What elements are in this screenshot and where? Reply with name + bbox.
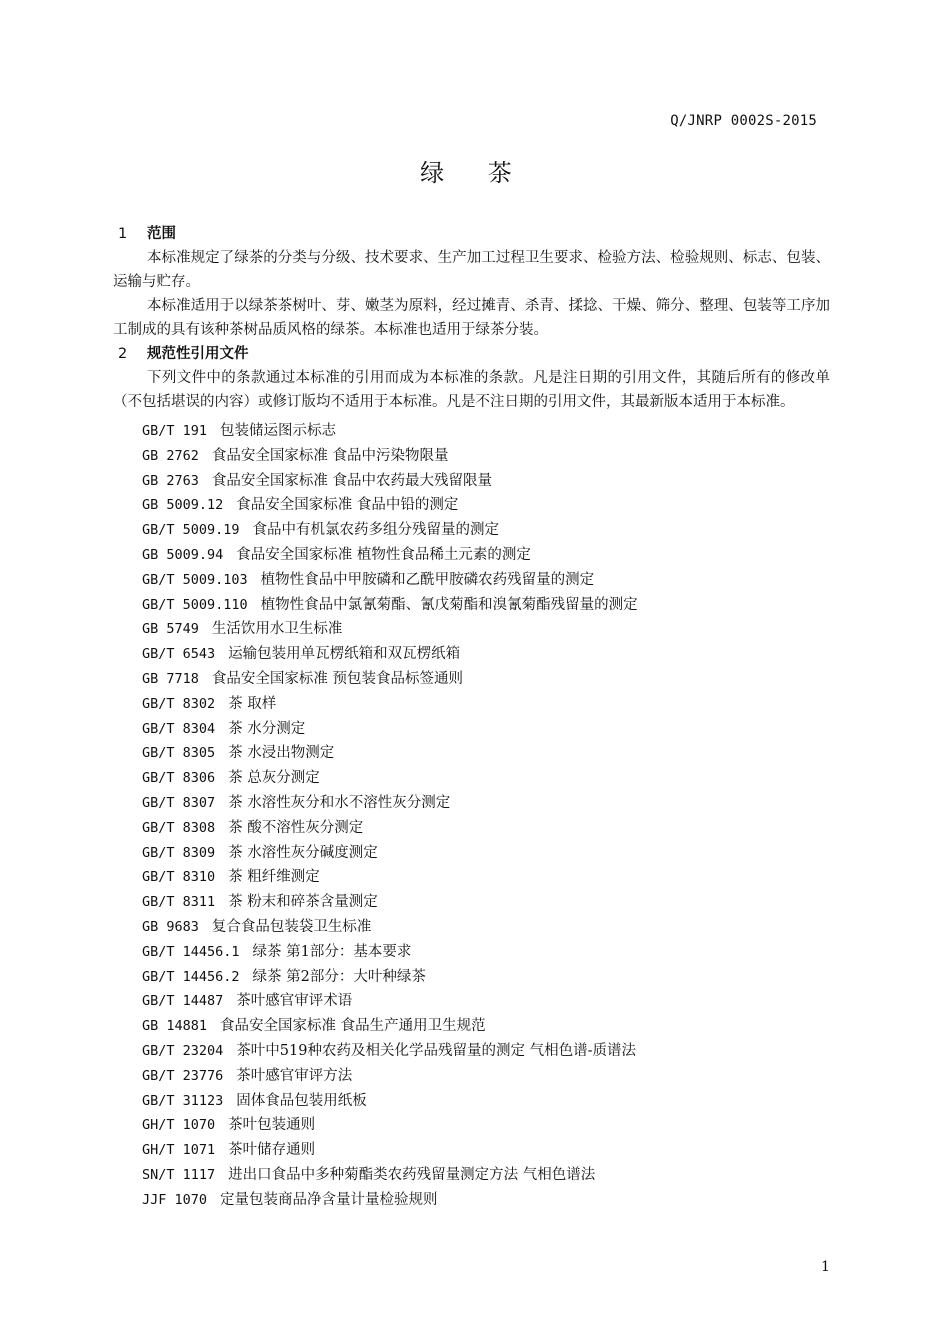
reference-code: SN/T 1117 xyxy=(142,1166,216,1183)
reference-item xyxy=(113,493,830,518)
reference-code: GB 5009.12 xyxy=(142,497,224,514)
reference-item xyxy=(113,419,830,444)
reference-item xyxy=(113,1188,830,1213)
section-title: 范围 xyxy=(147,226,176,242)
document-body xyxy=(113,222,830,1213)
reference-code: GH/T 1071 xyxy=(142,1142,216,1159)
reference-item xyxy=(113,766,830,791)
reference-code: GB 2763 xyxy=(142,472,199,489)
reference-code: GB/T 14456.2 xyxy=(142,968,240,985)
reference-title: 食品中有机氯农药多组分残留量的测定 xyxy=(252,522,500,539)
reference-item xyxy=(113,568,830,593)
reference-code: GB/T 8304 xyxy=(142,720,216,737)
reference-item xyxy=(113,965,830,990)
reference-title: 茶叶储存通则 xyxy=(228,1142,316,1159)
reference-title: 茶 水浸出物测定 xyxy=(228,745,335,762)
reference-item xyxy=(113,692,830,717)
reference-title: 茶 取样 xyxy=(228,695,277,712)
section-title: 规范性引用文件 xyxy=(147,346,249,362)
reference-code: GB/T 6543 xyxy=(142,646,216,663)
reference-item xyxy=(113,667,830,692)
reference-code: GB/T 191 xyxy=(142,423,208,439)
reference-title: 茶 总灰分测定 xyxy=(228,770,320,787)
reference-title: 食品安全国家标准 食品生产通用卫生规范 xyxy=(220,1018,486,1035)
section-number: 2 xyxy=(118,346,128,362)
reference-title: 茶叶包装通则 xyxy=(228,1117,316,1134)
reference-code: GB/T 14487 xyxy=(142,993,224,1010)
reference-code: GB 7718 xyxy=(142,670,199,687)
reference-item xyxy=(113,1039,830,1064)
reference-title: 食品安全国家标准 食品中铅的测定 xyxy=(236,497,459,514)
reference-code: GH/T 1070 xyxy=(142,1117,216,1134)
reference-item xyxy=(113,1113,830,1138)
reference-item xyxy=(113,642,830,667)
reference-title: 定量包装商品净含量计量检验规则 xyxy=(220,1191,438,1208)
reference-item xyxy=(113,741,830,766)
reference-code: GB/T 8311 xyxy=(142,894,216,911)
reference-title: 进出口食品中多种菊酯类农药残留量测定方法 气相色谱法 xyxy=(228,1166,596,1183)
reference-list xyxy=(113,419,830,1213)
reference-item xyxy=(113,989,830,1014)
reference-title: 生活饮用水卫生标准 xyxy=(211,621,343,638)
reference-code: GB/T 8305 xyxy=(142,745,216,762)
reference-title: 食品安全国家标准 植物性食品稀土元素的测定 xyxy=(236,546,531,563)
reference-title: 茶 水溶性灰分碱度测定 xyxy=(228,844,378,861)
reference-item xyxy=(113,915,830,940)
reference-title: 茶 酸不溶性灰分测定 xyxy=(228,819,364,836)
reference-title: 包装储运图示标志 xyxy=(220,423,337,439)
section-number: 1 xyxy=(118,226,128,242)
reference-item xyxy=(113,890,830,915)
reference-title: 茶 水溶性灰分和水不溶性灰分测定 xyxy=(228,794,451,811)
reference-code: GB 9683 xyxy=(142,918,199,935)
reference-item xyxy=(113,1138,830,1163)
page-number: 1 xyxy=(821,1259,830,1275)
reference-title: 固体食品包装用纸板 xyxy=(236,1092,367,1109)
reference-code: GB/T 8308 xyxy=(142,819,216,836)
reference-title: 植物性食品中甲胺磷和乙酰甲胺磷农药残留量的测定 xyxy=(260,571,595,588)
reference-code: GB/T 5009.103 xyxy=(142,571,248,588)
section-heading-references xyxy=(113,342,830,366)
reference-item xyxy=(113,816,830,841)
reference-item xyxy=(113,593,830,618)
reference-title: 运输包装用单瓦楞纸箱和双瓦楞纸箱 xyxy=(228,646,461,663)
reference-code: GB 2762 xyxy=(142,447,199,464)
reference-title: 茶叶感官审评方法 xyxy=(236,1067,353,1084)
reference-title: 复合食品包装袋卫生标准 xyxy=(211,918,372,935)
reference-code: GB/T 8310 xyxy=(142,869,216,886)
reference-item xyxy=(113,717,830,742)
reference-code: GB/T 14456.1 xyxy=(142,943,240,960)
reference-item xyxy=(113,1014,830,1039)
reference-code: GB/T 8302 xyxy=(142,695,216,712)
reference-item xyxy=(113,1163,830,1188)
reference-title: 绿茶 第2部分：大叶种绿茶 xyxy=(252,968,426,985)
reference-code: GB/T 8307 xyxy=(142,794,216,811)
reference-item xyxy=(113,1089,830,1114)
reference-item xyxy=(113,617,830,642)
reference-item xyxy=(113,865,830,890)
reference-title: 食品安全国家标准 食品中污染物限量 xyxy=(211,447,449,464)
reference-item xyxy=(113,444,830,469)
reference-title: 茶叶中519种农药及相关化学品残留量的测定 气相色谱-质谱法 xyxy=(236,1042,636,1059)
reference-item xyxy=(113,841,830,866)
reference-code: GB/T 31123 xyxy=(142,1092,224,1109)
reference-title: 绿茶 第1部分：基本要求 xyxy=(252,943,412,960)
reference-code: GB/T 8309 xyxy=(142,844,216,861)
reference-title: 植物性食品中氯氰菊酯、氰戊菊酯和溴氰菊酯残留量的测定 xyxy=(260,596,638,613)
reference-code: JJF 1070 xyxy=(142,1191,208,1208)
reference-code: GB/T 5009.110 xyxy=(142,596,248,613)
reference-item xyxy=(113,1064,830,1089)
reference-title: 茶 水分测定 xyxy=(228,720,306,737)
reference-title: 茶 粉末和碎茶含量测定 xyxy=(228,894,378,911)
reference-code: GB/T 8306 xyxy=(142,770,216,787)
references-intro: 下列文件中的条款通过本标准的引用而成为本标准的条款。凡是注日期的引用文件，其随后所有的修改单（不包括堪误的内容）或修订版均不适用于本标准。凡是不注日期的引用文件，其最新版本适用于本标准。 xyxy=(113,370,830,410)
document-title: 绿 茶 xyxy=(420,159,530,187)
reference-code: GB/T 23776 xyxy=(142,1067,224,1084)
reference-code: GB 5749 xyxy=(142,621,199,638)
reference-item xyxy=(113,469,830,494)
scope-paragraph: 本标准规定了绿茶的分类与分级、技术要求、生产加工过程卫生要求、检验方法、检验规则、标志、包装、运输与贮存。 xyxy=(113,250,830,290)
reference-title: 食品安全国家标准 食品中农药最大残留限量 xyxy=(211,472,493,489)
reference-code: GB/T 23204 xyxy=(142,1042,224,1059)
reference-item xyxy=(113,791,830,816)
reference-item xyxy=(113,518,830,543)
reference-title: 食品安全国家标准 预包装食品标签通则 xyxy=(211,670,464,687)
reference-code: GB 14881 xyxy=(142,1018,208,1035)
reference-code: GB 5009.94 xyxy=(142,546,224,563)
reference-item xyxy=(113,543,830,568)
reference-title: 茶 粗纤维测定 xyxy=(228,869,320,886)
reference-code: GB/T 5009.19 xyxy=(142,522,240,539)
document-code: Q/JNRP 0002S-2015 xyxy=(670,113,817,129)
scope-paragraph: 本标准适用于以绿茶茶树叶、芽、嫩茎为原料，经过摊青、杀青、揉捻、干燥、筛分、整理、包装等工序加工制成的具有该种茶树品质风格的绿茶。本标准也适用于绿茶分装。 xyxy=(113,298,830,338)
reference-item xyxy=(113,940,830,965)
section-heading-scope xyxy=(113,222,830,246)
reference-title: 茶叶感官审评术语 xyxy=(236,993,353,1010)
